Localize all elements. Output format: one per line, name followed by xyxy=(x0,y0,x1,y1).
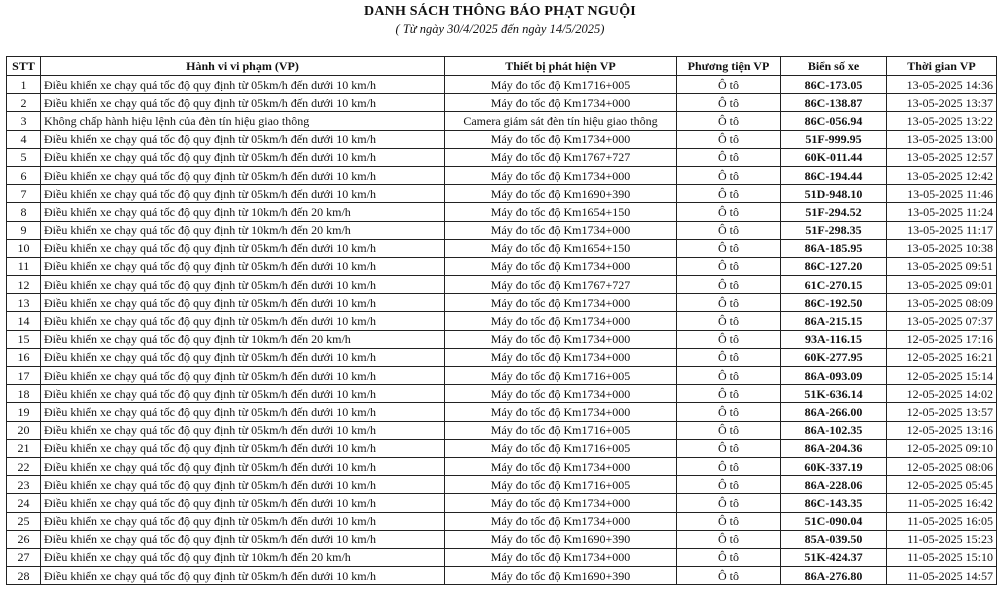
cell-device: Máy đo tốc độ Km1734+000 xyxy=(445,548,677,566)
cell-stt: 25 xyxy=(7,512,41,530)
cell-stt: 2 xyxy=(7,94,41,112)
cell-violation: Điều khiển xe chạy quá tốc độ quy định từ 05km/h đến dưới 10 km/h xyxy=(41,567,445,585)
table-row xyxy=(7,439,997,457)
cell-time: 13-05-2025 08:09 xyxy=(887,294,997,312)
cell-device: Máy đo tốc độ Km1734+000 xyxy=(445,294,677,312)
cell-violation: Điều khiển xe chạy quá tốc độ quy định từ 05km/h đến dưới 10 km/h xyxy=(41,403,445,421)
cell-plate: 51F-298.35 xyxy=(781,221,887,239)
cell-plate: 51K-636.14 xyxy=(781,385,887,403)
cell-time: 11-05-2025 16:05 xyxy=(887,512,997,530)
cell-vehicle: Ô tô xyxy=(677,148,781,166)
cell-device: Máy đo tốc độ Km1767+727 xyxy=(445,148,677,166)
cell-violation: Điều khiển xe chạy quá tốc độ quy định từ 05km/h đến dưới 10 km/h xyxy=(41,421,445,439)
cell-vehicle: Ô tô xyxy=(677,94,781,112)
cell-plate: 60K-277.95 xyxy=(781,348,887,366)
cell-plate: 86A-093.09 xyxy=(781,367,887,385)
cell-time: 12-05-2025 13:57 xyxy=(887,403,997,421)
cell-vehicle: Ô tô xyxy=(677,385,781,403)
cell-time: 13-05-2025 10:38 xyxy=(887,239,997,257)
cell-time: 12-05-2025 17:16 xyxy=(887,330,997,348)
cell-vehicle: Ô tô xyxy=(677,348,781,366)
cell-violation: Điều khiển xe chạy quá tốc độ quy định từ 05km/h đến dưới 10 km/h xyxy=(41,166,445,184)
table-row xyxy=(7,403,997,421)
cell-vehicle: Ô tô xyxy=(677,239,781,257)
cell-vehicle: Ô tô xyxy=(677,312,781,330)
cell-violation: Điều khiển xe chạy quá tốc độ quy định từ 10km/h đến 20 km/h xyxy=(41,548,445,566)
cell-stt: 16 xyxy=(7,348,41,366)
cell-device: Máy đo tốc độ Km1734+000 xyxy=(445,348,677,366)
cell-device: Máy đo tốc độ Km1716+005 xyxy=(445,367,677,385)
col-header-stt: STT xyxy=(7,57,41,76)
table-row xyxy=(7,367,997,385)
table-row xyxy=(7,239,997,257)
cell-plate: 61C-270.15 xyxy=(781,276,887,294)
cell-stt: 20 xyxy=(7,421,41,439)
cell-violation: Điều khiển xe chạy quá tốc độ quy định từ 05km/h đến dưới 10 km/h xyxy=(41,367,445,385)
cell-time: 13-05-2025 07:37 xyxy=(887,312,997,330)
cell-time: 13-05-2025 09:01 xyxy=(887,276,997,294)
cell-violation: Điều khiển xe chạy quá tốc độ quy định từ 05km/h đến dưới 10 km/h xyxy=(41,185,445,203)
table-row xyxy=(7,112,997,130)
cell-plate: 51C-090.04 xyxy=(781,512,887,530)
col-header-violation: Hành vi vi phạm (VP) xyxy=(41,57,445,76)
table-row xyxy=(7,530,997,548)
table-row xyxy=(7,166,997,184)
cell-plate: 86A-102.35 xyxy=(781,421,887,439)
cell-stt: 24 xyxy=(7,494,41,512)
cell-plate: 86A-266.00 xyxy=(781,403,887,421)
cell-violation: Không chấp hành hiệu lệnh của đèn tín hiệu giao thông xyxy=(41,112,445,130)
cell-vehicle: Ô tô xyxy=(677,403,781,421)
cell-vehicle: Ô tô xyxy=(677,166,781,184)
table-row xyxy=(7,567,997,585)
cell-stt: 17 xyxy=(7,367,41,385)
date-range-subtitle: ( Từ ngày 30/4/2025 đến ngày 14/5/2025) xyxy=(395,22,605,36)
cell-stt: 28 xyxy=(7,567,41,585)
cell-plate: 86C-173.05 xyxy=(781,76,887,94)
cell-time: 12-05-2025 15:14 xyxy=(887,367,997,385)
cell-plate: 86A-204.36 xyxy=(781,439,887,457)
cell-vehicle: Ô tô xyxy=(677,130,781,148)
cell-plate: 86A-276.80 xyxy=(781,567,887,585)
cell-plate: 86C-194.44 xyxy=(781,166,887,184)
cell-time: 11-05-2025 16:42 xyxy=(887,494,997,512)
table-row xyxy=(7,312,997,330)
cell-device: Máy đo tốc độ Km1716+005 xyxy=(445,421,677,439)
cell-vehicle: Ô tô xyxy=(677,439,781,457)
cell-device: Máy đo tốc độ Km1716+005 xyxy=(445,439,677,457)
cell-violation: Điều khiển xe chạy quá tốc độ quy định từ 05km/h đến dưới 10 km/h xyxy=(41,530,445,548)
cell-vehicle: Ô tô xyxy=(677,476,781,494)
cell-stt: 11 xyxy=(7,257,41,275)
table-row xyxy=(7,294,997,312)
table-row xyxy=(7,330,997,348)
cell-stt: 1 xyxy=(7,76,41,94)
cell-violation: Điều khiển xe chạy quá tốc độ quy định từ 05km/h đến dưới 10 km/h xyxy=(41,512,445,530)
cell-violation: Điều khiển xe chạy quá tốc độ quy định từ 05km/h đến dưới 10 km/h xyxy=(41,494,445,512)
cell-violation: Điều khiển xe chạy quá tốc độ quy định từ 05km/h đến dưới 10 km/h xyxy=(41,276,445,294)
table-row xyxy=(7,257,997,275)
cell-plate: 51F-999.95 xyxy=(781,130,887,148)
cell-vehicle: Ô tô xyxy=(677,112,781,130)
cell-violation: Điều khiển xe chạy quá tốc độ quy định từ 10km/h đến 20 km/h xyxy=(41,203,445,221)
cell-violation: Điều khiển xe chạy quá tốc độ quy định từ 05km/h đến dưới 10 km/h xyxy=(41,148,445,166)
table-row xyxy=(7,221,997,239)
cell-device: Máy đo tốc độ Km1716+005 xyxy=(445,76,677,94)
col-header-vehicle: Phương tiện VP xyxy=(677,57,781,76)
table-row xyxy=(7,348,997,366)
cell-stt: 26 xyxy=(7,530,41,548)
table-row xyxy=(7,457,997,475)
cell-time: 13-05-2025 11:46 xyxy=(887,185,997,203)
cell-time: 13-05-2025 11:17 xyxy=(887,221,997,239)
cell-plate: 86C-127.20 xyxy=(781,257,887,275)
cell-stt: 8 xyxy=(7,203,41,221)
cell-violation: Điều khiển xe chạy quá tốc độ quy định từ 10km/h đến 20 km/h xyxy=(41,221,445,239)
cell-violation: Điều khiển xe chạy quá tốc độ quy định từ 10km/h đến 20 km/h xyxy=(41,330,445,348)
cell-vehicle: Ô tô xyxy=(677,530,781,548)
cell-plate: 86A-185.95 xyxy=(781,239,887,257)
cell-time: 11-05-2025 14:57 xyxy=(887,567,997,585)
cell-vehicle: Ô tô xyxy=(677,367,781,385)
table-row xyxy=(7,476,997,494)
cell-device: Máy đo tốc độ Km1734+000 xyxy=(445,130,677,148)
cell-stt: 9 xyxy=(7,221,41,239)
cell-stt: 19 xyxy=(7,403,41,421)
table-row xyxy=(7,548,997,566)
cell-stt: 21 xyxy=(7,439,41,457)
cell-device: Máy đo tốc độ Km1690+390 xyxy=(445,567,677,585)
cell-device: Máy đo tốc độ Km1734+000 xyxy=(445,312,677,330)
cell-stt: 12 xyxy=(7,276,41,294)
cell-time: 13-05-2025 12:42 xyxy=(887,166,997,184)
cell-time: 13-05-2025 12:57 xyxy=(887,148,997,166)
cell-vehicle: Ô tô xyxy=(677,257,781,275)
cell-violation: Điều khiển xe chạy quá tốc độ quy định từ 05km/h đến dưới 10 km/h xyxy=(41,348,445,366)
cell-violation: Điều khiển xe chạy quá tốc độ quy định từ 05km/h đến dưới 10 km/h xyxy=(41,439,445,457)
cell-stt: 5 xyxy=(7,148,41,166)
col-header-plate: Biển số xe xyxy=(781,57,887,76)
cell-vehicle: Ô tô xyxy=(677,421,781,439)
cell-stt: 6 xyxy=(7,166,41,184)
violations-table xyxy=(6,56,997,585)
cell-device: Máy đo tốc độ Km1734+000 xyxy=(445,512,677,530)
cell-time: 11-05-2025 15:23 xyxy=(887,530,997,548)
cell-device: Máy đo tốc độ Km1734+000 xyxy=(445,385,677,403)
cell-vehicle: Ô tô xyxy=(677,330,781,348)
cell-stt: 7 xyxy=(7,185,41,203)
cell-violation: Điều khiển xe chạy quá tốc độ quy định từ 05km/h đến dưới 10 km/h xyxy=(41,476,445,494)
cell-plate: 86C-056.94 xyxy=(781,112,887,130)
cell-violation: Điều khiển xe chạy quá tốc độ quy định từ 05km/h đến dưới 10 km/h xyxy=(41,257,445,275)
cell-violation: Điều khiển xe chạy quá tốc độ quy định từ 05km/h đến dưới 10 km/h xyxy=(41,457,445,475)
cell-violation: Điều khiển xe chạy quá tốc độ quy định từ 05km/h đến dưới 10 km/h xyxy=(41,76,445,94)
table-body xyxy=(7,76,997,585)
table-row xyxy=(7,130,997,148)
cell-vehicle: Ô tô xyxy=(677,457,781,475)
cell-plate: 60K-011.44 xyxy=(781,148,887,166)
cell-plate: 86A-215.15 xyxy=(781,312,887,330)
cell-time: 11-05-2025 15:10 xyxy=(887,548,997,566)
cell-vehicle: Ô tô xyxy=(677,567,781,585)
cell-vehicle: Ô tô xyxy=(677,203,781,221)
cell-stt: 18 xyxy=(7,385,41,403)
cell-violation: Điều khiển xe chạy quá tốc độ quy định từ 05km/h đến dưới 10 km/h xyxy=(41,294,445,312)
table-row xyxy=(7,494,997,512)
cell-vehicle: Ô tô xyxy=(677,294,781,312)
cell-device: Máy đo tốc độ Km1734+000 xyxy=(445,257,677,275)
cell-device: Máy đo tốc độ Km1690+390 xyxy=(445,530,677,548)
table-row xyxy=(7,512,997,530)
table-row xyxy=(7,385,997,403)
cell-stt: 27 xyxy=(7,548,41,566)
table-row xyxy=(7,94,997,112)
cell-device: Máy đo tốc độ Km1734+000 xyxy=(445,330,677,348)
cell-stt: 3 xyxy=(7,112,41,130)
table-row xyxy=(7,76,997,94)
cell-device: Máy đo tốc độ Km1734+000 xyxy=(445,221,677,239)
cell-violation: Điều khiển xe chạy quá tốc độ quy định từ 05km/h đến dưới 10 km/h xyxy=(41,312,445,330)
cell-plate: 85A-039.50 xyxy=(781,530,887,548)
cell-vehicle: Ô tô xyxy=(677,548,781,566)
cell-time: 12-05-2025 05:45 xyxy=(887,476,997,494)
cell-device: Máy đo tốc độ Km1734+000 xyxy=(445,494,677,512)
cell-time: 12-05-2025 16:21 xyxy=(887,348,997,366)
table-header-row xyxy=(7,57,997,76)
col-header-device: Thiết bị phát hiện VP xyxy=(445,57,677,76)
cell-time: 12-05-2025 09:10 xyxy=(887,439,997,457)
cell-vehicle: Ô tô xyxy=(677,494,781,512)
cell-vehicle: Ô tô xyxy=(677,185,781,203)
cell-vehicle: Ô tô xyxy=(677,512,781,530)
cell-violation: Điều khiển xe chạy quá tốc độ quy định từ 05km/h đến dưới 10 km/h xyxy=(41,94,445,112)
cell-device: Máy đo tốc độ Km1767+727 xyxy=(445,276,677,294)
cell-vehicle: Ô tô xyxy=(677,221,781,239)
table-row xyxy=(7,276,997,294)
cell-plate: 51F-294.52 xyxy=(781,203,887,221)
cell-time: 12-05-2025 14:02 xyxy=(887,385,997,403)
cell-time: 13-05-2025 09:51 xyxy=(887,257,997,275)
cell-device: Máy đo tốc độ Km1734+000 xyxy=(445,457,677,475)
table-row xyxy=(7,148,997,166)
cell-time: 12-05-2025 13:16 xyxy=(887,421,997,439)
table-row xyxy=(7,421,997,439)
cell-time: 12-05-2025 08:06 xyxy=(887,457,997,475)
cell-plate: 86C-192.50 xyxy=(781,294,887,312)
cell-plate: 60K-337.19 xyxy=(781,457,887,475)
page-title: DANH SÁCH THÔNG BÁO PHẠT NGUỘI xyxy=(364,4,636,19)
cell-device: Máy đo tốc độ Km1654+150 xyxy=(445,203,677,221)
col-header-time: Thời gian VP xyxy=(887,57,997,76)
cell-vehicle: Ô tô xyxy=(677,76,781,94)
table-row xyxy=(7,185,997,203)
cell-stt: 15 xyxy=(7,330,41,348)
cell-device: Máy đo tốc độ Km1654+150 xyxy=(445,239,677,257)
cell-stt: 10 xyxy=(7,239,41,257)
cell-stt: 23 xyxy=(7,476,41,494)
cell-time: 13-05-2025 11:24 xyxy=(887,203,997,221)
cell-time: 13-05-2025 13:22 xyxy=(887,112,997,130)
cell-violation: Điều khiển xe chạy quá tốc độ quy định từ 05km/h đến dưới 10 km/h xyxy=(41,239,445,257)
cell-device: Máy đo tốc độ Km1716+005 xyxy=(445,476,677,494)
cell-time: 13-05-2025 14:36 xyxy=(887,76,997,94)
cell-plate: 51D-948.10 xyxy=(781,185,887,203)
cell-stt: 22 xyxy=(7,457,41,475)
cell-violation: Điều khiển xe chạy quá tốc độ quy định từ 05km/h đến dưới 10 km/h xyxy=(41,385,445,403)
cell-vehicle: Ô tô xyxy=(677,276,781,294)
cell-time: 13-05-2025 13:00 xyxy=(887,130,997,148)
cell-plate: 86C-138.87 xyxy=(781,94,887,112)
cell-device: Máy đo tốc độ Km1734+000 xyxy=(445,166,677,184)
cell-plate: 86A-228.06 xyxy=(781,476,887,494)
cell-plate: 93A-116.15 xyxy=(781,330,887,348)
cell-device: Camera giám sát đèn tín hiệu giao thông xyxy=(445,112,677,130)
cell-time: 13-05-2025 13:37 xyxy=(887,94,997,112)
cell-device: Máy đo tốc độ Km1734+000 xyxy=(445,94,677,112)
cell-plate: 86C-143.35 xyxy=(781,494,887,512)
cell-device: Máy đo tốc độ Km1734+000 xyxy=(445,403,677,421)
cell-stt: 4 xyxy=(7,130,41,148)
table-row xyxy=(7,203,997,221)
cell-violation: Điều khiển xe chạy quá tốc độ quy định từ 05km/h đến dưới 10 km/h xyxy=(41,130,445,148)
cell-device: Máy đo tốc độ Km1690+390 xyxy=(445,185,677,203)
cell-stt: 14 xyxy=(7,312,41,330)
cell-stt: 13 xyxy=(7,294,41,312)
cell-plate: 51K-424.37 xyxy=(781,548,887,566)
